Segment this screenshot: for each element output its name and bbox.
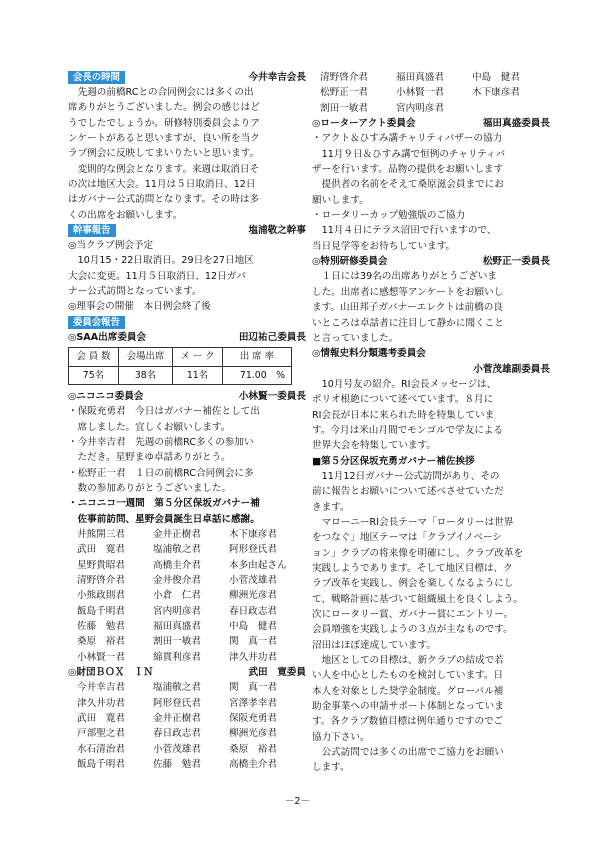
text-line: ・保阪充勇君 今日はガバナー補佐として出 xyxy=(68,406,260,418)
text-line: ・アクト＆ひすみ講チャリティバザーの協力 xyxy=(312,133,503,145)
zaidan-chair: 武田 寛委員 xyxy=(248,667,306,679)
member-name: 金井正樹君 xyxy=(153,713,201,725)
text-line: 実践しようであります。そして地区目標は、ク xyxy=(312,563,513,574)
member-name: 小林賢一君 xyxy=(77,651,125,663)
text-line: １日には39名の出席ありがとうございま xyxy=(321,271,497,283)
member-name: 木下康彦君 xyxy=(229,528,277,540)
secretary-header xyxy=(68,223,306,238)
niko-header xyxy=(68,389,306,404)
text-line: 席ありがとうございました。例会の感じはど xyxy=(68,102,260,114)
member-name: 桑原 裕君 xyxy=(77,636,125,648)
member-name: 津久井功君 xyxy=(77,697,125,709)
text-line: 当日見学等をお待ちしています。 xyxy=(312,240,456,252)
zaidan-name-list-cont xyxy=(312,70,550,116)
member-name: 宮内明彦君 xyxy=(153,605,201,617)
member-name: 今井幸吉君 xyxy=(77,682,125,694)
table-cell: 71.00 % xyxy=(222,366,291,384)
member-name: 本多由起さん xyxy=(229,559,287,571)
member-name: 木下康彦君 xyxy=(472,87,520,99)
member-name: 井熊開三君 xyxy=(77,528,125,540)
text-line: 次にロータリー賞、ガバナー賞にエントリー。 xyxy=(312,609,514,621)
table-cell: 38名 xyxy=(118,366,172,384)
president-tag: 会長の時間 xyxy=(68,71,125,84)
text-line: ンケートがあると思いますが、良い所を当ク xyxy=(68,133,260,145)
zaidan-header xyxy=(68,665,306,680)
zaidan-title: ◎財団ＢＯＸ ＩＮ xyxy=(68,667,154,679)
secretary-name: 塩浦敬之幹事 xyxy=(248,224,306,236)
text-line: 席しました。宜しくお願いします。 xyxy=(77,421,231,433)
page-number: －2－ xyxy=(284,796,311,807)
text-line: 11月12日ガバナー公式訪問があり、その xyxy=(321,470,500,482)
text-line: いところは卓話者に注目して静かに聞くこと xyxy=(312,317,504,329)
text-line: きます。 xyxy=(312,501,350,513)
committee-header xyxy=(68,315,306,330)
table-cell: 11名 xyxy=(173,366,223,384)
training-text xyxy=(312,269,550,346)
attendance-table xyxy=(68,347,292,385)
text-line: ョン」クラブの将来像を明確にし、クラブ改革を xyxy=(312,547,524,559)
greeting-text xyxy=(312,469,550,776)
text-line: 大会に変更。11月５日取消日、12日ガバ xyxy=(68,270,246,282)
member-name: 戸部聖之君 xyxy=(77,728,125,740)
text-line: ◎理事会の開催 本日例会終了後 xyxy=(68,301,211,313)
member-name: 小倉 仁君 xyxy=(153,590,201,602)
training-title: ◎特別研修委員会 xyxy=(312,256,388,268)
greeting-title: ■第５分区保坂充勇ガバナー補佐挨拶 xyxy=(312,455,475,467)
text-line: ・ロータリーカップ勉強版のご協力 xyxy=(312,210,466,222)
text-line: をつなぐ」地区テーマは「クラブイノベーシ xyxy=(312,532,502,544)
text-line: 10月号友の紹介。RI会長メッセージは、 xyxy=(321,378,497,390)
text-line: 先週の前橋RCとの合同例会には多くの出 xyxy=(77,87,254,98)
member-name: 宮内明彦君 xyxy=(396,102,444,114)
member-name: 佐藤 勉君 xyxy=(153,759,201,771)
member-name: 割田一敏君 xyxy=(153,636,201,648)
text-line: した。出席者に感想等アンケートをお願いし xyxy=(312,286,504,298)
text-line: ラブ改革を実践し、例会を楽しくなるようにし xyxy=(312,578,514,590)
text-line: 会員増強を実践しようの３点が主なものです。 xyxy=(312,624,513,636)
text-line: 前に報告とお願いについて述べさせていただ xyxy=(312,486,504,498)
text-line: ポリオ根絶について述べています。８月に xyxy=(312,394,494,406)
member-name: 関 真一君 xyxy=(229,636,277,648)
text-line: 協力下さい。 xyxy=(312,731,370,743)
text-line: 地区としての目標は、新クラブの結成で若 xyxy=(321,655,504,667)
secretary-text xyxy=(68,238,306,315)
member-name: 阿形登氏君 xyxy=(229,544,277,556)
member-name: 保阪充勇君 xyxy=(229,713,277,725)
text-line: マローニーRI会長テーマ「ロータリーは世界 xyxy=(321,516,514,528)
member-name: 小熊政則君 xyxy=(77,590,125,602)
member-name: 津久井功君 xyxy=(229,651,277,663)
table-cell: 75名 xyxy=(69,366,119,384)
member-name: 柳洲光彦君 xyxy=(229,728,277,740)
member-name: 柳洲光彦君 xyxy=(229,590,277,602)
member-name: 飯島千明君 xyxy=(77,605,125,617)
president-text xyxy=(68,85,306,223)
member-name: 小林賢一君 xyxy=(396,87,444,99)
member-name: 関 真一君 xyxy=(229,682,277,694)
training-chair: 松野正一委員長 xyxy=(482,256,550,268)
niko-title: ◎ニコニコ委員会 xyxy=(68,390,144,402)
member-name: 福田真盛君 xyxy=(153,621,201,632)
zaidan-name-list xyxy=(68,680,306,772)
member-name: 春日政志君 xyxy=(229,605,277,617)
text-line: くの出席をお願いします。 xyxy=(68,209,183,221)
niko-name-list xyxy=(68,527,306,665)
member-name: 水石清治君 xyxy=(77,743,125,755)
member-name: 高橋圭介君 xyxy=(153,559,201,571)
table-header-cell: 出 席 率 xyxy=(222,348,291,366)
text-line: 助金事業への申請サポート体制となっていま xyxy=(312,701,504,713)
rotaract-chair: 福田真盛委員長 xyxy=(482,118,550,130)
left-column xyxy=(68,70,306,772)
member-name xyxy=(472,101,534,116)
text-line: 沼田はほぼ達成しています。 xyxy=(312,639,436,651)
text-line: 願いします。 xyxy=(312,194,369,206)
member-name: 金井俊介君 xyxy=(153,574,201,586)
member-name: 清野啓介君 xyxy=(320,72,368,83)
member-name: 割田一敏君 xyxy=(320,102,368,114)
text-line: します。 xyxy=(312,762,350,774)
rotaract-text xyxy=(312,131,550,254)
saa-title: ◎SAA出席委員会 xyxy=(68,331,147,343)
member-name: 宮澤孝幸君 xyxy=(229,697,277,709)
text-line: ◎当クラブ例会予定 xyxy=(68,240,154,252)
table-header-cell: 会場出席 xyxy=(118,348,172,366)
member-name: 小菅茂雄君 xyxy=(229,574,277,586)
rotaract-header xyxy=(312,116,550,131)
member-name: 松野正一君 xyxy=(320,87,368,99)
text-line: と言っていました。 xyxy=(312,332,399,344)
text-line: うでしたでしょうか。研修特別委員会よりア xyxy=(68,117,260,129)
text-line: はガバナー公式訪問となります。その時は多 xyxy=(68,194,260,206)
text-line: 提供者の名前をそえて桑原滋会員までにお xyxy=(321,179,504,191)
president-header xyxy=(68,70,306,85)
secretary-tag: 幹事報告 xyxy=(68,224,116,237)
text-line: 11月９日＆ひすみ講で恒例のチャリティバ xyxy=(321,148,506,160)
member-name: 清野啓介君 xyxy=(77,574,125,586)
history-chair: 小菅茂雄副委員長 xyxy=(473,363,550,375)
saa-chair: 田辺祐己委員長 xyxy=(238,331,306,343)
member-name: 塩浦敬之君 xyxy=(153,682,201,694)
history-title: ◎情報史料分類選考委員会 xyxy=(312,348,426,360)
text-line: ます。山田邦子ガバナーエレクトは前橋の良 xyxy=(312,302,503,314)
right-column xyxy=(312,70,550,776)
table-header-row xyxy=(69,348,292,366)
text-line: す。今月は米山月間でモンゴルで学友による xyxy=(312,424,504,436)
text-line: ・松野正一君 １日の前橋RC合同例会に多 xyxy=(68,467,254,479)
text-line: 本人を対象とした奨学金制度。グローバル補 xyxy=(312,685,504,697)
text-line: 佐事前訪問、星野会員誕生日卓話に感謝。 xyxy=(77,513,260,525)
member-name: 中島 健君 xyxy=(229,621,277,632)
text-line: の次は地区大会。11月は５日取消日、12日 xyxy=(68,179,256,191)
table-row xyxy=(69,366,292,384)
text-line: ただき。星野まゆ卓話ありがとう。 xyxy=(77,452,231,464)
text-line: て、戦略計画に基づいて組織風土を良くしよう。 xyxy=(312,593,523,605)
table-header-cell: 会 員 数 xyxy=(69,348,119,366)
text-line: 変則的な例会となります。来週は取消日そ xyxy=(77,163,260,175)
text-line: 数の参加ありがとうございました。 xyxy=(77,482,232,494)
saa-header xyxy=(68,330,306,345)
member-name: 武田 寛君 xyxy=(77,544,125,556)
text-line: 世界大会を特集しています。 xyxy=(312,440,436,452)
text-line: 11月４日にテラス沼田で行いますので、 xyxy=(321,225,497,237)
text-line: す。各クラブ数値目標は例年通りですのでご xyxy=(312,716,504,728)
text-line: い人を中心としたものを検討しています。日 xyxy=(312,670,504,682)
member-name: 桑原 裕君 xyxy=(229,743,277,755)
training-header xyxy=(312,254,550,269)
member-name: 星野貴昭君 xyxy=(77,559,125,571)
member-name: 金井正樹君 xyxy=(153,528,201,540)
member-name: 武田 寛君 xyxy=(77,713,125,725)
member-name: 福田真盛君 xyxy=(396,72,444,83)
text-line: 10月15・22日取消日。29日を27日地区 xyxy=(77,255,254,267)
text-line: ・ニコニコ一週間 第５分区保坂ガバナー補 xyxy=(68,498,260,510)
text-line: ・今井幸吉君 先週の前橋RC多くの参加い xyxy=(68,436,254,448)
text-line: 公式訪問では多くの出席でご協力をお願い xyxy=(321,747,504,759)
text-line: ラブ例会に反映してまいりたいと思います。 xyxy=(68,148,260,160)
member-name: 中島 健君 xyxy=(472,72,520,83)
member-name: 高橋圭介君 xyxy=(229,759,277,771)
niko-items xyxy=(68,404,306,527)
history-text xyxy=(312,377,550,454)
member-name: 佐藤 勉君 xyxy=(77,621,125,632)
member-name: 小菅茂雄君 xyxy=(153,743,201,755)
member-name: 阿形登氏君 xyxy=(153,697,201,709)
member-name: 春日政志君 xyxy=(153,728,201,740)
rotaract-title: ◎ローターアクト委員会 xyxy=(312,118,416,130)
committee-tag: 委員会報告 xyxy=(68,316,125,329)
table-header-cell: メ ー ク xyxy=(173,348,223,366)
text-line: ナー公式訪問となっています。 xyxy=(68,286,202,298)
text-line: ザーを行います。品物の提供をお願いします xyxy=(312,164,504,176)
president-name: 今井幸吉会長 xyxy=(248,71,306,83)
text-line: RI会長が日本に来られた時を特集していま xyxy=(312,409,495,421)
member-name: 塩浦敬之君 xyxy=(153,544,201,556)
member-name: 綿貫利彦君 xyxy=(153,651,201,663)
niko-chair: 小林賢一委員長 xyxy=(238,390,306,402)
member-name: 飯島千明君 xyxy=(77,759,125,771)
